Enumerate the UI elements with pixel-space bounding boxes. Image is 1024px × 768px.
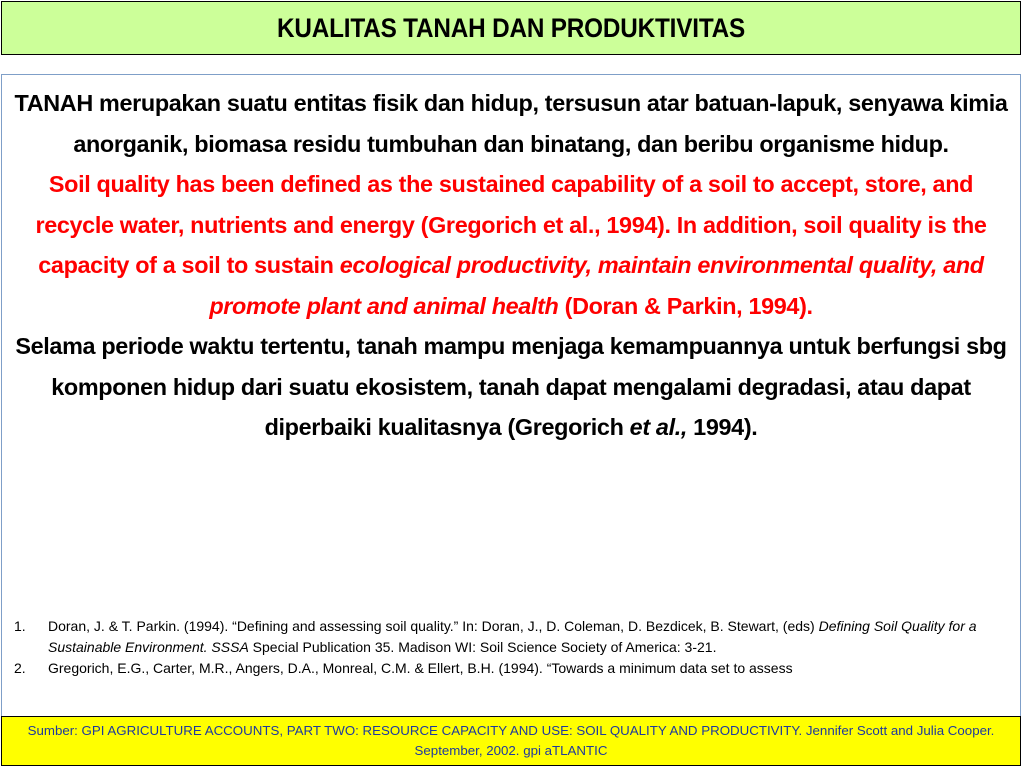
selama-text-2: 1994). <box>687 414 758 440</box>
reference-item <box>14 658 1012 679</box>
soil-quality-text-2: (Doran & Parkin, 1994). <box>558 292 813 319</box>
paragraph-soil-quality <box>8 164 1014 326</box>
reference-number: 1. <box>14 618 26 634</box>
reference-text-2: Special Publication 35. Madison WI: Soil Science Society of America: 3-21. <box>248 639 717 655</box>
slide-title: KUALITAS TANAH DAN PRODUKTIVITAS <box>276 12 746 43</box>
paragraph-selama-periode <box>8 326 1014 448</box>
reference-list <box>14 616 1012 679</box>
reference-text: Doran, J. & T. Parkin. (1994). “Defining and assessing soil quality.” In: Doran, J., D. Coleman, D. Bezdicek, B. Stewart, (eds) <box>48 618 819 634</box>
content-box <box>1 74 1021 764</box>
selama-text-1: Selama periode waktu tertentu, tanah mampu menjaga kemampuannya untuk berfungsi sbg komponen hidup dari suatu ekosistem, tanah dapat mengalami degradasi, atau dapat diperbaiki kualitasnya (Gregorich <box>15 333 1007 440</box>
reference-italic: Defining Soil Quality for a Sustainable Environment. SSSA <box>48 618 977 655</box>
main-text <box>8 83 1014 448</box>
soil-quality-italic: ecological productivity, maintain environmental quality, and promote plant and animal health <box>209 252 984 319</box>
reference-text: Gregorich, E.G., Carter, M.R., Angers, D.A., Monreal, C.M. & Ellert, B.H. (1994). “Towards a minimum data set to assess <box>48 660 793 676</box>
soil-quality-text-1: Soil quality has been defined as the sustained capability of a soil to accept, store, and recycle water, nutrients and energy (Gregorich et al., 1994). In addition, soil quality is the capacity of a soil to sustain <box>35 171 987 278</box>
source-footer-text: Sumber: GPI AGRICULTURE ACCOUNTS, PART TWO: RESOURCE CAPACITY AND USE: SOIL QUALITY AND PRODUCTIVITY. Jennifer Scott and Julia Cooper. September, 2002. gpi aTLANTIC <box>27 723 995 758</box>
reference-number: 2. <box>14 660 26 676</box>
slide-title-box <box>1 1 1021 55</box>
paragraph-tanah-definition: TANAH merupakan suatu entitas fisik dan hidup, tersusun atar batuan-lapuk, senyawa kimia anorganik, biomasa residu tumbuhan dan binatang, dan beribu organisme hidup. <box>14 90 1008 157</box>
selama-italic: et al., <box>629 414 688 440</box>
reference-item <box>14 616 1012 658</box>
source-footer <box>1 716 1021 766</box>
